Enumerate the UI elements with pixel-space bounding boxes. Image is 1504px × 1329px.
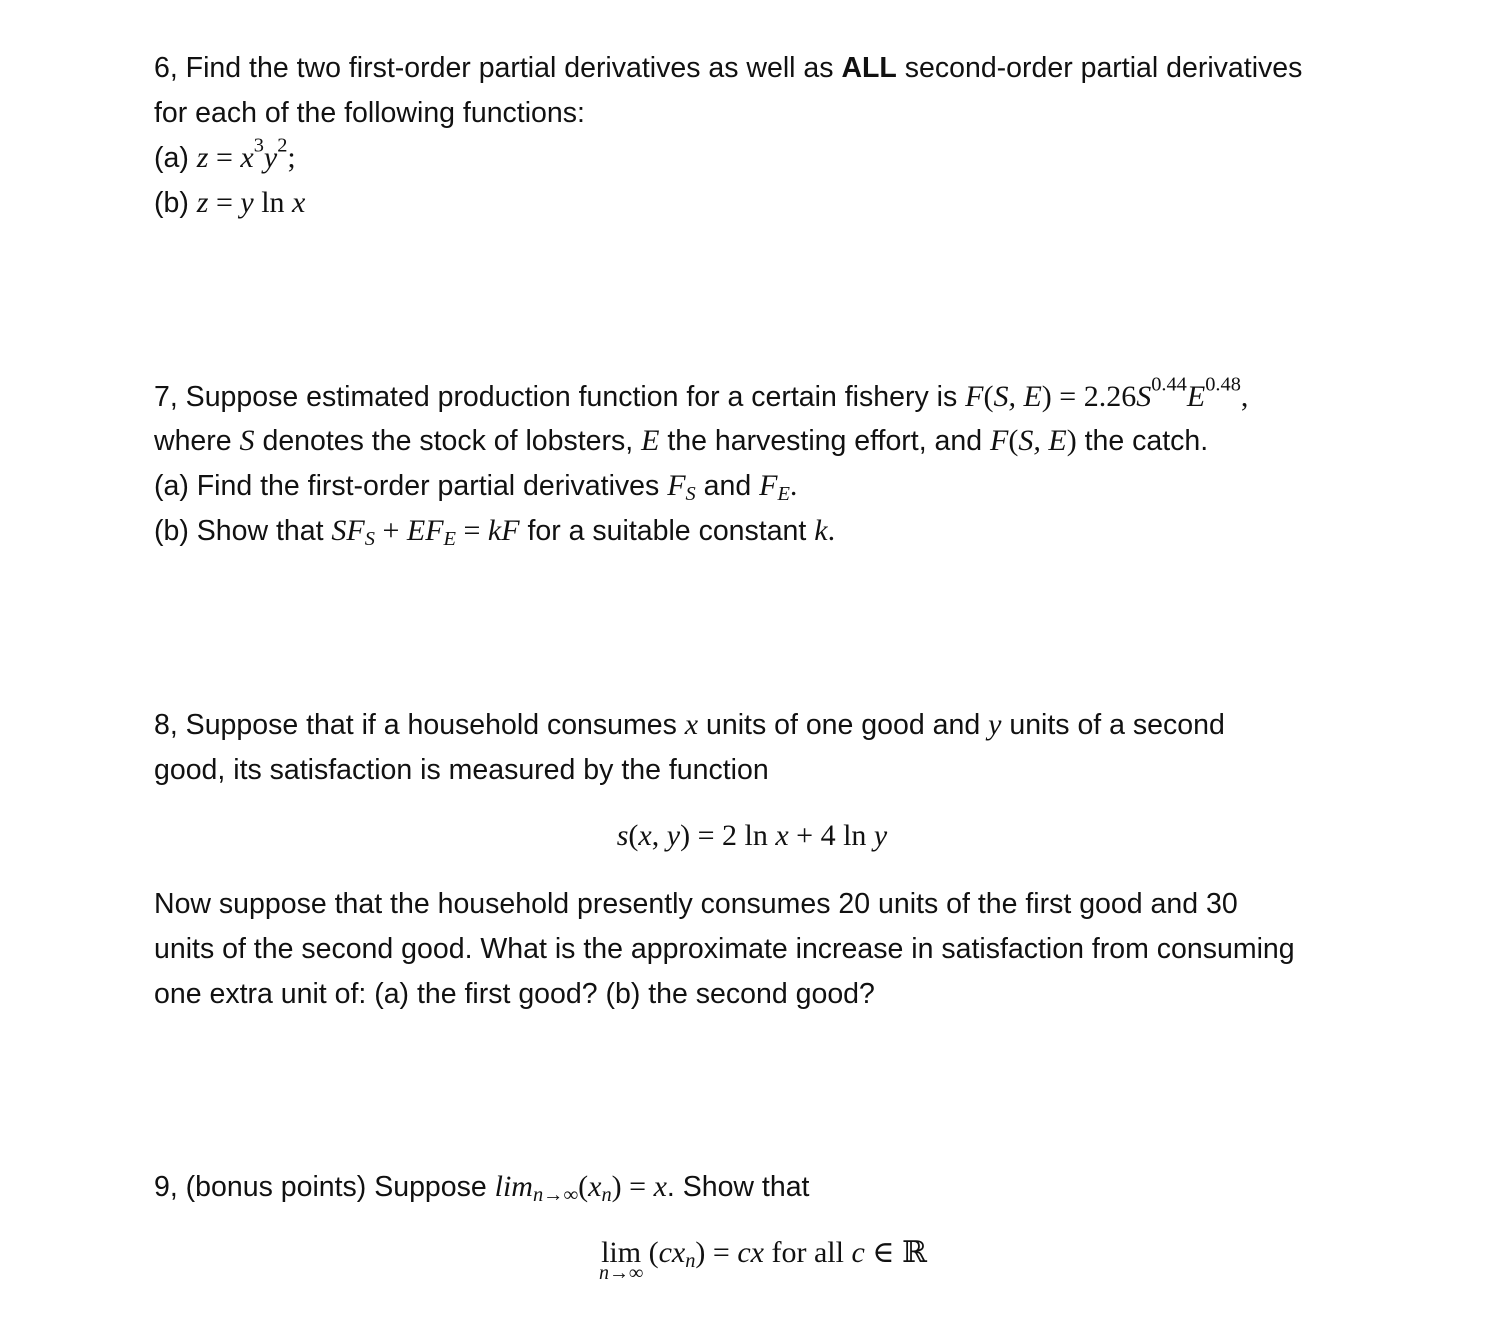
q7-part-a	[154, 464, 797, 508]
q7-part-b	[154, 509, 835, 553]
q9-line-1-text: 9, (bonus points) Suppose	[154, 1171, 495, 1203]
q7-effort-text: the harvesting effort, and	[659, 425, 991, 457]
q6-part-a-formula: $z = x^3y^2$;	[196, 134, 296, 174]
q8-line-2	[154, 748, 769, 792]
q8-paragraph-line-1	[154, 882, 1238, 926]
q7-exponent-e: 0.48	[1205, 373, 1241, 396]
q7-where-text: where	[154, 425, 240, 457]
q7-part-b-text: (b) Show that	[154, 515, 332, 547]
q9-for-all-text: for all	[771, 1236, 844, 1269]
q9-limit-statement: lim n→∞ $(cx_n)$ = cx for all c ∈ ℝ	[0, 1231, 1504, 1275]
q7-line-1	[154, 375, 1248, 419]
q7-coefficient: 2.26	[1083, 380, 1137, 413]
q8-paragraph-text-2: units of the second good. What is the approximate increase in satisfaction from consuming	[154, 933, 1295, 965]
q8-var-x: x	[684, 708, 699, 741]
q7-var-e: E	[641, 424, 660, 457]
q7-exponent-s: 0.44	[1151, 373, 1187, 396]
q7-fs: $F_S$	[667, 469, 696, 506]
q6-line-2-text: for each of the following functions:	[154, 97, 585, 129]
q6-intro-text-end: second-order partial derivatives	[896, 52, 1303, 84]
q6-part-b-formula: z = y ln x	[196, 186, 306, 219]
q7-euler-identity: $SF_S + EF_E$ = kF	[331, 514, 520, 551]
q6-part-b-label: (b)	[154, 187, 197, 219]
q7-line-2	[154, 419, 1208, 463]
q7-line-1-text: 7, Suppose estimated production function for a certain fishery is	[154, 381, 966, 413]
q8-paragraph-text-3: one extra unit of: (a) the first good? (b) the second good?	[154, 978, 875, 1010]
q7-part-a-and: and	[695, 470, 760, 502]
q6-part-a-label: (a)	[154, 142, 197, 174]
q6-line-2	[154, 91, 585, 135]
q9-line-1	[154, 1165, 809, 1209]
q8-line-1	[154, 703, 1225, 747]
q8-line-2-text: good, its satisfaction is measured by the function	[154, 754, 769, 786]
q6-part-a	[154, 136, 296, 180]
q7-catch-text: the catch.	[1076, 425, 1209, 457]
q8-line-1-mid: units of one good and	[698, 709, 989, 741]
q8-line-1-end: units of a second	[1001, 709, 1225, 741]
q8-line-1-text: 8, Suppose that if a household consumes	[154, 709, 685, 741]
q7-catch-function: F(S, E)	[990, 424, 1077, 457]
q6-part-b	[154, 181, 305, 225]
q8-var-y: y	[988, 708, 1002, 741]
q9-lim-operator: lim n→∞	[598, 1236, 644, 1284]
q6-intro-bold: ALL	[841, 52, 897, 84]
q7-part-a-text: (a) Find the first-order partial derivatives	[154, 470, 668, 502]
q8-paragraph-text-1: Now suppose that the household presently consumes 20 units of the first good and 30	[154, 888, 1238, 920]
q8-paragraph-line-2	[154, 927, 1295, 971]
q7-part-b-end: for a suitable constant	[519, 515, 815, 547]
q8-satisfaction-function: s(x, y) = 2 ln x + 4 ln y	[616, 819, 888, 852]
q7-stock-text: denotes the stock of lobsters,	[254, 425, 642, 457]
q7-constant-k: k.	[814, 514, 836, 547]
q7-var-s: S	[239, 424, 255, 457]
q6-line-1	[154, 46, 1302, 90]
q7-fe: $F_E$.	[759, 469, 798, 506]
q6-intro-text: 6, Find the two first-order partial derivatives as well as	[154, 52, 842, 84]
q9-line-1-end: . Show that	[666, 1171, 810, 1203]
q7-production-function: F(S, $E) = 2.26S^{0.44}E^{0.48}$,	[965, 373, 1249, 413]
q8-paragraph-line-3	[154, 972, 875, 1016]
q9-limit-inline: $\lim_{n\to\infty}(x_n) = x$	[494, 1170, 667, 1207]
